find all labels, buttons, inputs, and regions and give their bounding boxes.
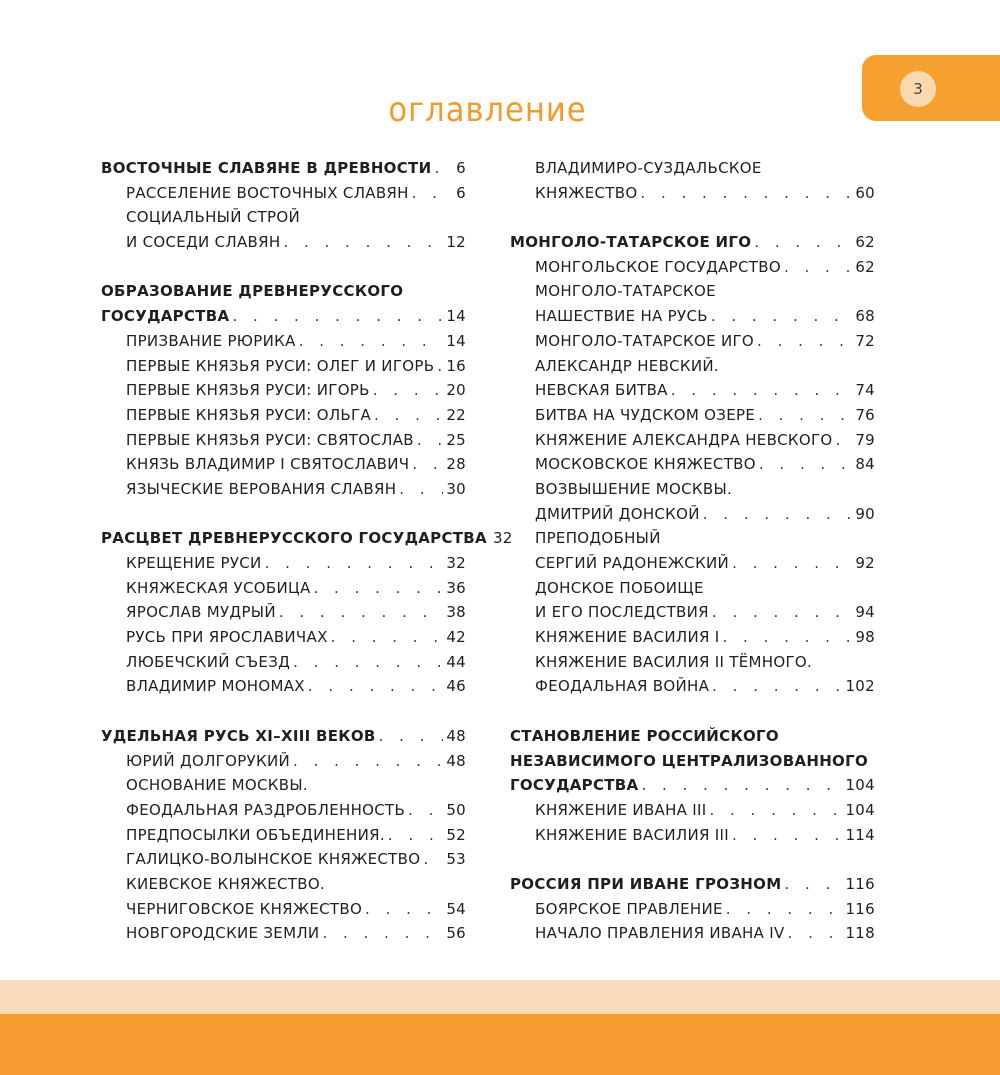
dot-leader xyxy=(412,452,443,477)
toc-entry-title: ЮРИЙ ДОЛГОРУКИЙ xyxy=(126,751,290,770)
toc-entry-page: 16 xyxy=(446,356,466,375)
toc-entry[interactable] xyxy=(510,477,875,502)
toc-entry-page: 98 xyxy=(855,628,875,647)
toc-entry-title: ГОСУДАРСТВА xyxy=(510,776,639,795)
toc-entry-page: 94 xyxy=(855,603,875,622)
dot-leader xyxy=(703,502,853,527)
dot-leader xyxy=(373,378,444,403)
dot-leader xyxy=(314,576,444,601)
toc-entry[interactable] xyxy=(101,181,466,206)
dot-leader xyxy=(374,403,443,428)
toc-entry[interactable] xyxy=(510,921,875,946)
toc-entry[interactable] xyxy=(510,304,875,329)
toc-entry-title: НЕЗАВИСИМОГО ЦЕНТРАЛИЗОВАННОГО xyxy=(510,751,869,770)
toc-entry[interactable] xyxy=(101,329,466,354)
toc-entry-title: КИЕВСКОЕ КНЯЖЕСТВО. xyxy=(126,874,326,893)
toc-entry-title: МОНГОЛО-ТАТАРСКОЕ xyxy=(535,282,716,301)
toc-section-heading[interactable] xyxy=(510,230,875,255)
dot-leader xyxy=(412,181,453,206)
dot-leader xyxy=(758,403,852,428)
toc-entry-title: МОНГОЛО-ТАТАРСКОЕ ИГО xyxy=(535,331,755,350)
toc-entry[interactable] xyxy=(510,798,875,823)
toc-entry-page: 92 xyxy=(855,554,875,572)
toc-entry-title: ВОСТОЧНЫЕ СЛАВЯНЕ В ДРЕВНОСТИ xyxy=(101,159,432,177)
toc-entry-title: НАЧАЛО ПРАВЛЕНИЯ ИВАНА IV xyxy=(535,924,785,943)
toc-entry-title: ВЛАДИМИРО-СУЗДАЛЬСКОЕ xyxy=(535,159,762,177)
toc-entry-page: 79 xyxy=(855,430,875,449)
toc-entry-title: И СОСЕДИ СЛАВЯН xyxy=(126,233,281,252)
toc-entry-page: 62 xyxy=(855,257,875,276)
toc-section-heading[interactable] xyxy=(101,279,466,304)
toc-entry[interactable] xyxy=(101,600,466,625)
dot-leader xyxy=(726,897,843,922)
dot-leader xyxy=(640,181,852,206)
toc-entry[interactable] xyxy=(510,551,875,576)
toc-entry-title: ДОНСКОЕ ПОБОИЩЕ xyxy=(535,578,704,597)
toc-entry-page: 32 xyxy=(446,554,466,572)
toc-entry[interactable] xyxy=(101,428,466,453)
section-gap xyxy=(510,205,875,230)
dot-leader xyxy=(293,749,443,774)
toc-entry-page: 6 xyxy=(456,183,466,202)
toc-entry-page: 14 xyxy=(446,331,466,350)
toc-entry[interactable] xyxy=(510,354,875,379)
toc-entry-title: ПЕРВЫЕ КНЯЗЬЯ РУСИ: ОЛЬГА xyxy=(126,405,372,424)
toc-entry[interactable] xyxy=(101,921,466,946)
toc-entry-title: КРЕЩЕНИЕ РУСИ xyxy=(126,554,262,572)
toc-entry[interactable] xyxy=(101,897,466,922)
toc-entry-title: ПЕРВЫЕ КНЯЗЬЯ РУСИ: СВЯТОСЛАВ xyxy=(126,430,414,449)
dot-leader xyxy=(308,674,443,699)
toc-entry-page: 104 xyxy=(845,800,875,819)
dot-leader xyxy=(759,452,852,477)
toc-entry[interactable] xyxy=(510,625,875,650)
dot-leader xyxy=(723,625,853,650)
section-gap xyxy=(101,502,466,527)
toc-entry[interactable] xyxy=(101,773,466,798)
dot-leader xyxy=(712,674,842,699)
dot-leader xyxy=(437,354,443,379)
section-gap xyxy=(101,255,466,280)
dot-leader xyxy=(331,625,444,650)
toc-entry-title: УДЕЛЬНАЯ РУСЬ XI–XIII ВЕКОВ xyxy=(101,726,376,745)
dot-leader xyxy=(283,230,443,255)
dot-leader xyxy=(784,255,852,280)
toc-entry-page: 46 xyxy=(446,677,466,696)
toc-entry-page: 30 xyxy=(446,479,466,498)
toc-entry-title: НЕВСКАЯ БИТВА xyxy=(535,381,668,400)
toc-entry[interactable] xyxy=(101,551,466,576)
toc-entry-title: КНЯЖЕСКАЯ УСОБИЦА xyxy=(126,578,311,597)
toc-entry-page: 52 xyxy=(446,825,466,844)
toc-entry-page: 53 xyxy=(446,850,466,869)
toc-entry-title: КНЯЖЕНИЕ ВАСИЛИЯ I xyxy=(535,628,720,647)
dot-leader xyxy=(417,428,443,453)
toc-entry-title: НАШЕСТВИЕ НА РУСЬ xyxy=(535,307,708,326)
toc-entry-page: 102 xyxy=(845,677,875,696)
dot-leader xyxy=(641,773,842,798)
section-gap xyxy=(510,699,875,724)
toc-entry-title: СЕРГИЙ РАДОНЕЖСКИЙ xyxy=(535,554,730,572)
dot-leader xyxy=(732,823,843,848)
toc-entry-title: ПРИЗВАНИЕ РЮРИКА xyxy=(126,331,296,350)
dot-leader xyxy=(265,551,444,576)
dot-leader xyxy=(279,600,443,625)
dot-leader xyxy=(388,823,443,848)
toc-entry-page: 104 xyxy=(845,776,875,795)
toc-entry-title: ФЕОДАЛЬНАЯ РАЗДРОБЛЕННОСТЬ xyxy=(126,800,406,819)
toc-entry-title: РОССИЯ ПРИ ИВАНЕ ГРОЗНОМ xyxy=(510,874,782,893)
toc-entry[interactable] xyxy=(510,526,875,551)
toc-entry[interactable] xyxy=(101,378,466,403)
toc-section-heading[interactable] xyxy=(101,526,513,551)
page-number: 3 xyxy=(900,71,936,107)
dot-leader xyxy=(322,921,443,946)
toc-entry-title: ГАЛИЦКО-ВОЛЫНСКОЕ КНЯЖЕСТВО xyxy=(126,850,421,869)
toc-entry-page: 68 xyxy=(855,307,875,326)
dot-leader xyxy=(379,724,444,749)
toc-section-heading[interactable] xyxy=(510,724,875,749)
toc-entry[interactable] xyxy=(101,823,466,848)
toc-entry-title: МОНГОЛО-ТАТАРСКОЕ ИГО xyxy=(510,233,752,252)
section-gap xyxy=(510,847,875,872)
toc-entry[interactable] xyxy=(510,181,875,206)
toc-entry-title: ЯЗЫЧЕСКИЕ ВЕРОВАНИЯ СЛАВЯН xyxy=(126,479,397,498)
toc-entry[interactable] xyxy=(510,403,875,428)
toc-entry[interactable] xyxy=(510,650,875,675)
toc-entry-title: РАСЦВЕТ ДРЕВНЕРУССКОГО ГОСУДАРСТВА xyxy=(101,529,487,548)
toc-entry[interactable] xyxy=(101,354,466,379)
toc-section-heading[interactable] xyxy=(510,773,875,798)
toc-entry-page: 50 xyxy=(446,800,466,819)
toc-entry-page: 14 xyxy=(446,307,466,326)
toc-entry-page: 90 xyxy=(855,504,875,523)
toc-entry-title: ДМИТРИЙ ДОНСКОЙ xyxy=(535,504,700,523)
toc-entry-title: РАССЕЛЕНИЕ ВОСТОЧНЫХ СЛАВЯН xyxy=(126,183,409,202)
toc-entry-title: БИТВА НА ЧУДСКОМ ОЗЕРЕ xyxy=(535,405,756,424)
toc-entry-page: 60 xyxy=(855,183,875,202)
toc-entry-title: КНЯЖЕНИЕ ИВАНА III xyxy=(535,800,707,819)
toc-entry-page: 12 xyxy=(446,233,466,252)
page-title: оглавление xyxy=(388,90,587,130)
toc-entry-title: КНЯЖЕНИЕ АЛЕКСАНДРА НЕВСКОГО xyxy=(535,430,833,449)
toc-entry-title: ЧЕРНИГОВСКОЕ КНЯЖЕСТВО xyxy=(126,899,363,918)
toc-entry-page: 38 xyxy=(446,603,466,622)
toc-entry-page: 118 xyxy=(845,924,875,943)
dot-leader xyxy=(784,872,842,897)
toc-entry[interactable] xyxy=(101,205,466,230)
toc-entry-title: ФЕОДАЛЬНАЯ ВОЙНА xyxy=(535,677,710,696)
toc-entry[interactable] xyxy=(510,576,875,601)
toc-entry-title: ОБРАЗОВАНИЕ ДРЕВНЕРУССКОГО xyxy=(101,282,404,301)
dot-leader xyxy=(399,477,443,502)
toc-entry-page: 62 xyxy=(855,233,875,252)
toc-entry-title: СТАНОВЛЕНИЕ РОССИЙСКОГО xyxy=(510,726,779,745)
dot-leader xyxy=(232,304,443,329)
toc-entry[interactable] xyxy=(101,650,466,675)
toc-entry[interactable] xyxy=(101,674,466,699)
toc-entry-title: И ЕГО ПОСЛЕДСТВИЯ xyxy=(535,603,709,622)
toc-entry-page: 114 xyxy=(845,825,875,844)
toc-entry-title: ПЕРВЫЕ КНЯЗЬЯ РУСИ: ИГОРЬ xyxy=(126,381,370,400)
toc-entry-page: 44 xyxy=(446,652,466,671)
toc-entry[interactable] xyxy=(101,625,466,650)
toc-entry-title: МОНГОЛЬСКОЕ ГОСУДАРСТВО xyxy=(535,257,781,276)
toc-entry[interactable] xyxy=(510,279,875,304)
toc-section-heading[interactable] xyxy=(510,749,875,774)
footer-band-dark xyxy=(0,1014,1000,1075)
toc-entry-title: КНЯЖЕНИЕ ВАСИЛИЯ II ТЁМНОГО. xyxy=(535,652,813,671)
toc-entry-title: ГОСУДАРСТВА xyxy=(101,307,230,326)
toc-entry-title: КНЯЖЕСТВО xyxy=(535,183,638,202)
toc-entry-page: 76 xyxy=(855,405,875,424)
dot-leader xyxy=(299,329,444,354)
dot-leader xyxy=(423,847,443,872)
toc-entry[interactable] xyxy=(510,897,875,922)
toc-entry-title: ПЕРВЫЕ КНЯЗЬЯ РУСИ: ОЛЕГ И ИГОРЬ xyxy=(126,356,435,375)
toc-entry-page: 42 xyxy=(446,628,466,647)
toc-entry-title: ПРЕПОДОБНЫЙ xyxy=(535,529,661,548)
toc-entry-title: БОЯРСКОЕ ПРАВЛЕНИЕ xyxy=(535,899,723,918)
toc-entry-page: 84 xyxy=(855,455,875,474)
toc-entry-page: 116 xyxy=(845,899,875,918)
toc-entry[interactable] xyxy=(510,255,875,280)
toc-entry[interactable] xyxy=(101,872,466,897)
toc-entry[interactable] xyxy=(510,823,875,848)
toc-entry-title: АЛЕКСАНДР НЕВСКИЙ. xyxy=(535,356,719,375)
dot-leader xyxy=(712,600,852,625)
toc-entry-page: 48 xyxy=(446,751,466,770)
toc-entry-title: РУСЬ ПРИ ЯРОСЛАВИЧАХ xyxy=(126,628,328,647)
toc-entry[interactable] xyxy=(510,329,875,354)
toc-entry-page: 36 xyxy=(446,578,466,597)
toc-entry-title: ЯРОСЛАВ МУДРЫЙ xyxy=(126,603,276,622)
toc-entry[interactable] xyxy=(510,156,875,181)
toc-entry-title: ВОЗВЫШЕНИЕ МОСКВЫ. xyxy=(535,479,733,498)
toc-entry-title: ОСНОВАНИЕ МОСКВЫ. xyxy=(126,776,308,795)
toc-entry[interactable] xyxy=(510,378,875,403)
toc-section-heading[interactable] xyxy=(101,304,466,329)
toc-entry-page: 20 xyxy=(446,381,466,400)
toc-entry[interactable] xyxy=(510,502,875,527)
toc-section-heading[interactable] xyxy=(101,156,466,181)
toc-entry[interactable] xyxy=(101,798,466,823)
toc-entry[interactable] xyxy=(101,847,466,872)
footer-band-light xyxy=(0,980,1000,1014)
toc-entry-page: 54 xyxy=(446,899,466,918)
toc-section-heading[interactable] xyxy=(510,872,875,897)
toc-entry[interactable] xyxy=(510,600,875,625)
toc-right-column xyxy=(510,156,875,946)
toc-entry[interactable] xyxy=(510,428,875,453)
toc-section-heading[interactable] xyxy=(101,724,466,749)
dot-leader xyxy=(754,230,852,255)
toc-entry-title: СОЦИАЛЬНЫЙ СТРОЙ xyxy=(126,208,300,227)
dot-leader xyxy=(365,897,443,922)
dot-leader xyxy=(836,428,853,453)
dot-leader xyxy=(434,156,453,181)
toc-entry[interactable] xyxy=(101,230,466,255)
toc-entry[interactable] xyxy=(101,452,466,477)
dot-leader xyxy=(711,304,853,329)
dot-leader xyxy=(732,551,852,576)
toc-entry-page: 56 xyxy=(446,924,466,943)
toc-entry-page: 28 xyxy=(446,455,466,474)
toc-entry-page: 72 xyxy=(855,331,875,350)
toc-entry[interactable] xyxy=(510,674,875,699)
toc-entry-title: МОСКОВСКОЕ КНЯЖЕСТВО xyxy=(535,455,756,474)
toc-entry[interactable] xyxy=(101,403,466,428)
toc-entry-page: 6 xyxy=(456,159,466,177)
toc-entry-title: ЛЮБЕЧСКИЙ СЪЕЗД xyxy=(126,652,291,671)
section-gap xyxy=(101,699,466,724)
toc-entry-title: КНЯЖЕНИЕ ВАСИЛИЯ III xyxy=(535,825,729,844)
toc-entry-title: ПРЕДПОСЫЛКИ ОБЪЕДИНЕНИЯ. xyxy=(126,825,385,844)
toc-entry[interactable] xyxy=(101,477,466,502)
toc-entry-page: 22 xyxy=(446,405,466,424)
toc-left-column xyxy=(101,156,513,946)
toc-entry[interactable] xyxy=(101,749,466,774)
dot-leader xyxy=(788,921,843,946)
toc-entry[interactable] xyxy=(101,576,466,601)
toc-entry-title: НОВГОРОДСКИЕ ЗЕМЛИ xyxy=(126,924,320,943)
dot-leader xyxy=(757,329,852,354)
dot-leader xyxy=(671,378,853,403)
dot-leader xyxy=(293,650,443,675)
toc-entry-page: 116 xyxy=(845,874,875,893)
toc-entry-title: ВЛАДИМИР МОНОМАХ xyxy=(126,677,305,696)
toc-entry-title: КНЯЗЬ ВЛАДИМИР I СВЯТОСЛАВИЧ xyxy=(126,455,410,474)
toc-entry-page: 74 xyxy=(855,381,875,400)
dot-leader xyxy=(709,798,842,823)
toc-entry-page: 32 xyxy=(492,529,513,548)
toc-entry-page: 25 xyxy=(446,430,466,449)
dot-leader xyxy=(408,798,443,823)
toc-entry-page: 48 xyxy=(446,726,466,745)
toc-entry[interactable] xyxy=(510,452,875,477)
